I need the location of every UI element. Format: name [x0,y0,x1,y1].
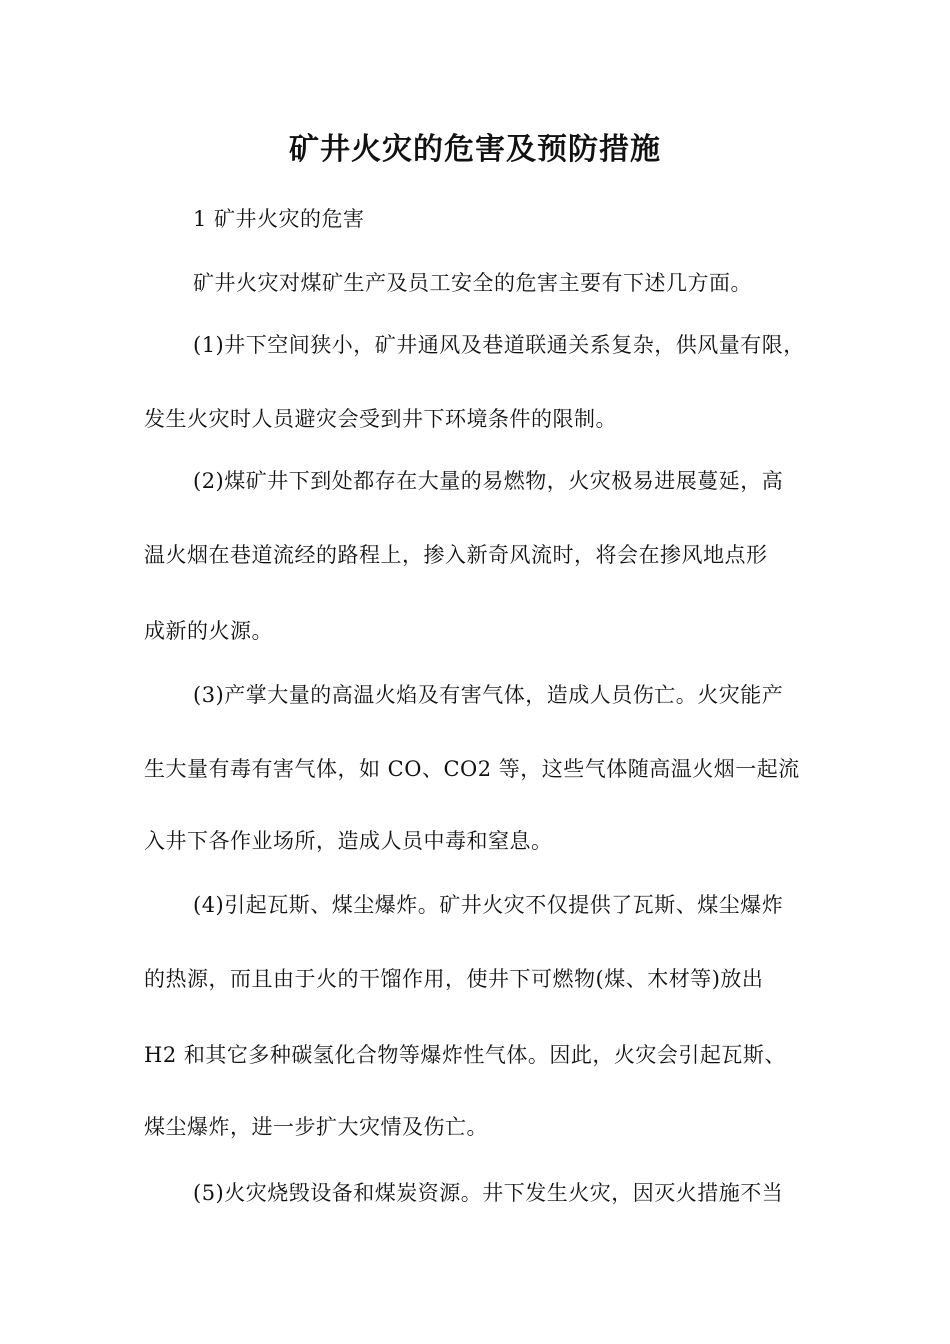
paragraph-line: (5)火灾烧毁设备和煤炭资源。井下发生火灾，因灭火措施不当 [193,1181,784,1205]
paragraph-line: 矿井火灾对煤矿生产及员工安全的危害主要有下述几方面。 [193,271,752,295]
paragraph-line: 发生火灾时人员避灾会受到井下环境条件的限制。 [144,407,617,431]
paragraph-line: 入井下各作业场所，造成人员中毒和窒息。 [144,829,553,853]
paragraph-line: 煤尘爆炸，进一步扩大灾情及伤亡。 [144,1115,488,1139]
paragraph-line: 生大量有毒有害气体，如 CO、CO2 等，这些气体随高温火烟一起流 [144,757,800,781]
document-title: 矿井火灾的危害及预防措施 [289,132,661,167]
paragraph-line: (2)煤矿井下到处都存在大量的易燃物，火灾极易进展蔓延，高 [193,469,784,493]
paragraph-line: 温火烟在巷道流经的路程上，掺入新奇风流时，将会在掺风地点形 [144,543,768,567]
paragraph-line: (4)引起瓦斯、煤尘爆炸。矿井火灾不仅提供了瓦斯、煤尘爆炸 [193,893,784,917]
paragraph-line: (3)产掌大量的高温火焰及有害气体，造成人员伤亡。火灾能产 [193,683,784,707]
section-heading: 1 矿井火灾的危害 [193,207,365,231]
paragraph-line: 的热源，而且由于火的干馏作用，使井下可燃物(煤、木材等)放出 [144,967,764,991]
paragraph-line: 成新的火源。 [144,619,273,643]
paragraph-line: (1)井下空间狭小，矿井通风及巷道联通关系复杂，供风量有限， [193,333,805,357]
paragraph-line: H2 和其它多种碳氢化合物等爆炸性气体。因此，火灾会引起瓦斯、 [144,1043,786,1067]
